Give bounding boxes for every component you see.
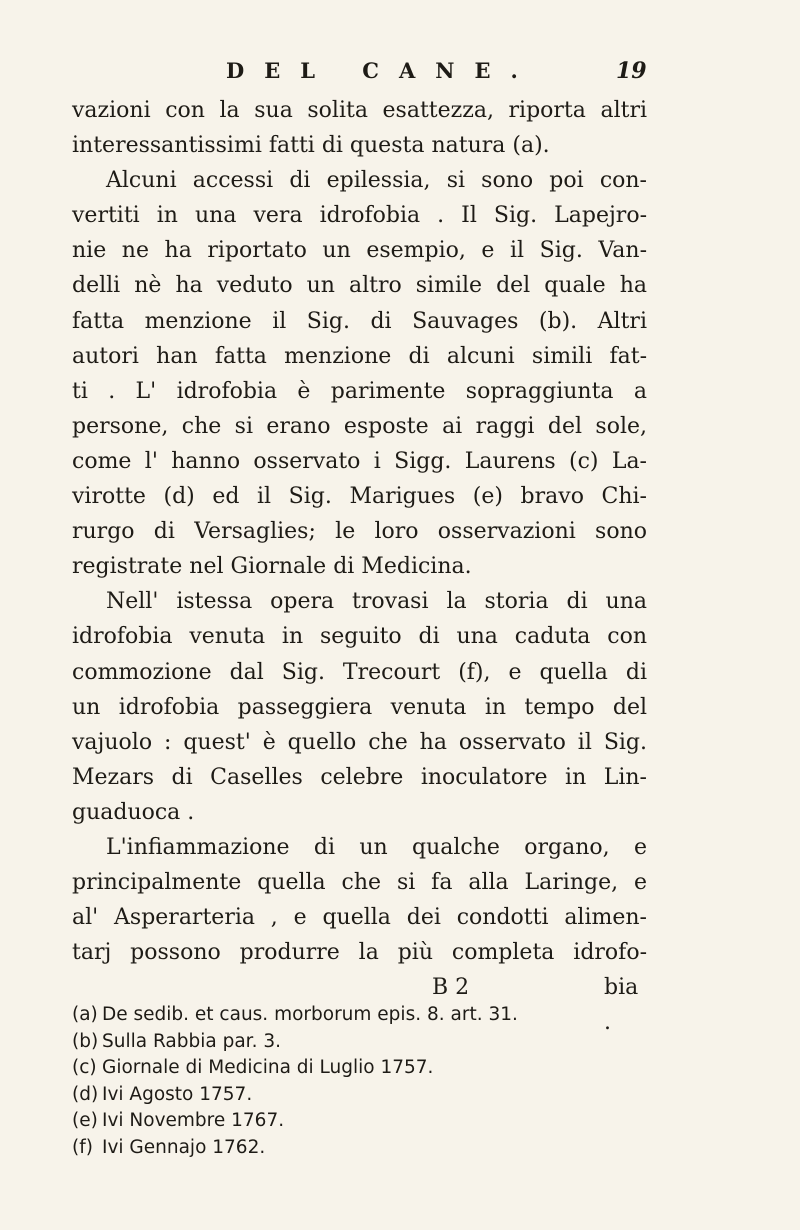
text-line: fatta menzione il Sig. di Sauvages (b). Altri [72,308,647,334]
page-header [0,58,800,98]
text-line: registrate nel Giornale di Medicina. [72,554,472,580]
footnote-marker: (b) [72,1030,99,1052]
text-line: al' Asperarteria , e quella dei condotti alimen- [72,905,647,931]
footnote-text: Ivi Novembre 1767. [102,1110,285,1131]
text-line: delli nè ha veduto un altro simile del quale ha [72,273,647,299]
text-line: vazioni con la sua solita esattezza, riporta altri [72,98,647,123]
footnote-marker: (c) [72,1057,97,1078]
text-line: Mezars di Caselles celebre inoculatore in Lin- [72,764,647,790]
footnote-text: Giornale di Medicina di Luglio 1757. [102,1057,434,1078]
text-line: principalmente quella che si fa alla Laringe, e [72,870,647,896]
text-line: guaduoca . [72,799,195,825]
text-line: commozione dal Sig. Trecourt (f), e quella di [72,659,647,685]
signature-mark: B 2 [432,975,470,1001]
footnote [72,1002,672,1029]
text-line: nie ne ha riportato un esempio, e il Sig. Van- [72,238,647,264]
footnotes [72,1002,672,1161]
text-line: ti . L' idrofobia è parimente sopraggiunta a [72,378,647,404]
page-number: 19 [616,58,647,84]
footnote [72,1135,672,1162]
footnote [72,1055,672,1082]
text-line: rurgo di Versaglies; le loro osservazioni sono [72,519,647,545]
running-title: DEL CANE. [226,58,538,83]
text-line: un idrofobia passeggiera venuta in tempo del [72,694,647,720]
footnote-marker: (f) [72,1136,93,1158]
text-line: L'infiammazione di un qualche organo, e [106,834,647,860]
footnote-text: Sulla Rabbia par. 3. [102,1030,281,1052]
text-line: Alcuni accessi di epilessia, si sono poi con- [106,168,647,194]
text-line: vajuolo : quest' è quello che ha osservato il Sig. [72,729,647,755]
text-line: persone, che si erano esposte ai raggi del sole, [72,413,647,439]
footnote [72,1082,672,1109]
footnote [72,1029,672,1056]
text-line: autori han fatta menzione di alcuni simili fat- [72,343,647,369]
text-line: virotte (d) ed il Sig. Marigues (e) bravo Chi- [72,484,647,510]
footnote [72,1108,672,1135]
text-line: vertiti in una vera idrofobia . Il Sig. Lapejro- [72,203,647,229]
footnote-marker: (d) [72,1083,99,1105]
text-line: come l' hanno osservato i Sigg. Laurens (c) La- [72,448,647,474]
footnote-marker: (a) [72,1004,98,1025]
footnote-text: Ivi Gennajo 1762. [102,1136,266,1158]
footnote-text: Ivi Agosto 1757. [102,1083,253,1105]
footnote-text: De sedib. et caus. morborum epis. 8. art. 31. [102,1004,518,1025]
footnote-marker: (e) [72,1110,98,1131]
text-line: Nell' istessa opera trovasi la storia di una [106,589,647,615]
text-line: idrofobia venuta in seguito di una caduta con [72,624,647,650]
text-line: tarj possono produrre la più completa idrofo- [72,940,647,966]
catchword: bia . [604,975,639,1036]
text-line: interessantissimi fatti di questa natura (a). [72,133,550,159]
